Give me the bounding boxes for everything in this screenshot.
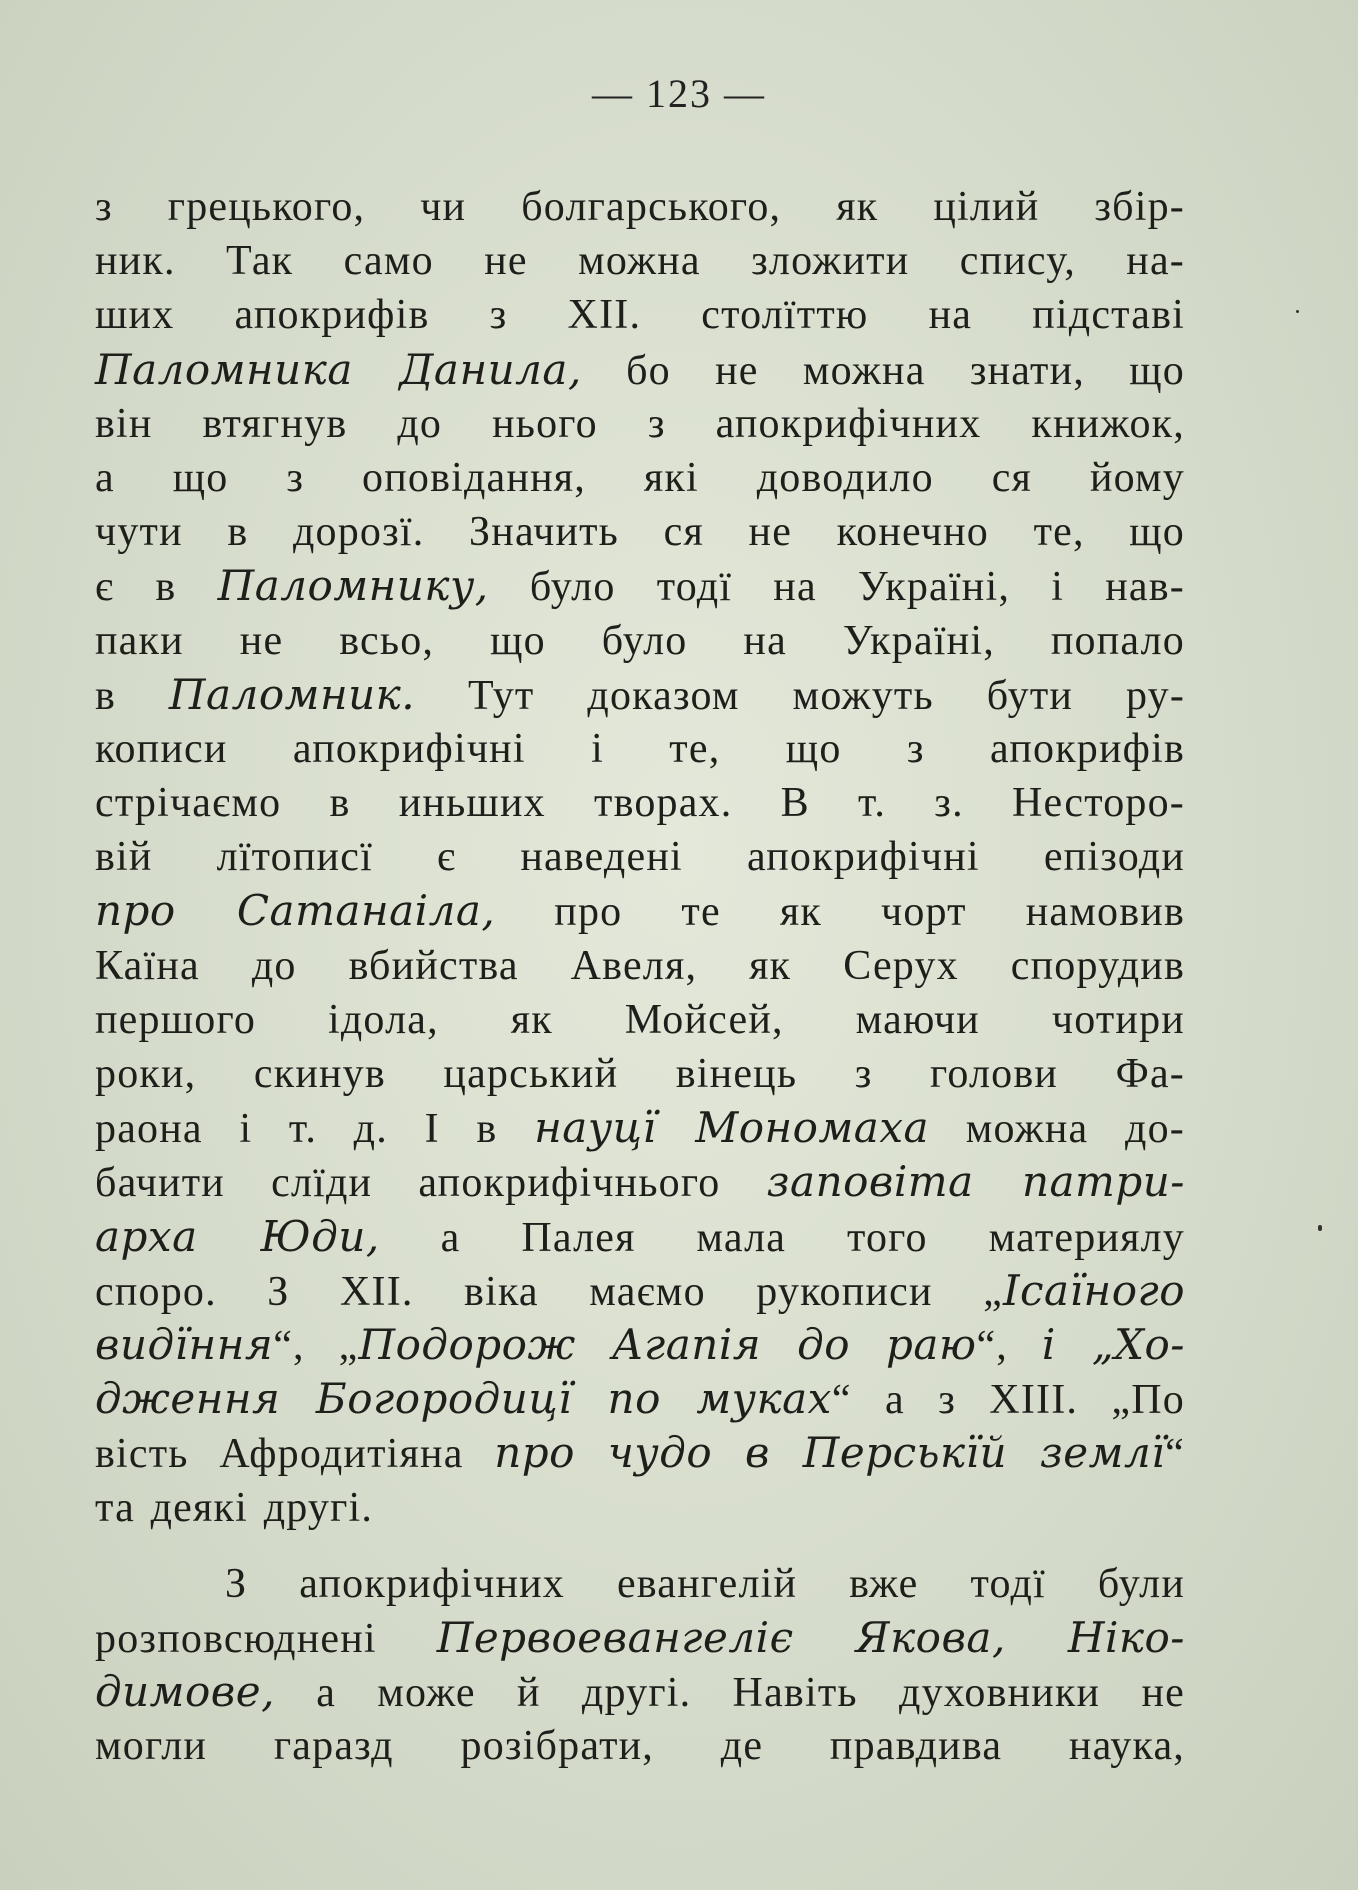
text-line xyxy=(95,1155,1185,1209)
italic-title: про чудо в Перськїй землї xyxy=(494,1428,1166,1478)
text-run: З апокрифічних евангелій вже тодї були xyxy=(225,1560,1185,1607)
text-run: першого ідола, як Мойсей, маючи чотири xyxy=(95,996,1185,1043)
text-run: чути в дорозї. Значить ся не конечно те, що xyxy=(95,509,1185,556)
italic-title: Подорож Агапія до раю xyxy=(358,1319,977,1369)
italic-title: Паломника Данила, xyxy=(95,344,582,394)
text-run: “, xyxy=(976,1322,1042,1369)
text-line xyxy=(95,884,1185,938)
italic-title: і „Хо- xyxy=(1041,1319,1185,1369)
italic-title: арха Юди, xyxy=(95,1211,380,1261)
italic-title: видїння xyxy=(95,1319,274,1369)
text-line xyxy=(95,1665,1185,1719)
paragraph-gap xyxy=(95,1535,1185,1557)
text-run: ших апокрифів з XII. столїттю на підставі xyxy=(95,292,1185,339)
text-line xyxy=(95,1318,1185,1372)
text-line xyxy=(95,1481,1185,1535)
text-run: “ а з XIII. „По xyxy=(831,1377,1185,1424)
italic-title: про Сатанаіла, xyxy=(95,886,496,936)
text-run: бо не можна знати, що xyxy=(581,347,1185,394)
italic-title: димове, xyxy=(95,1667,275,1717)
text-run: вій лїтописї є наведені апокрифічні епізоди xyxy=(95,834,1185,881)
text-line xyxy=(95,1426,1185,1480)
text-run: роки, скинув царський вінець з голови Фа- xyxy=(95,1051,1185,1097)
text-line xyxy=(95,614,1185,668)
text-run: в xyxy=(95,672,169,719)
italic-title: Паломник. xyxy=(168,669,416,719)
text-run: а може й другі. Навіть духовники не xyxy=(274,1670,1185,1717)
text-run: кописи апокрифічні і те, що з апокрифів xyxy=(95,725,1185,772)
italic-title: Первоевангеліє Якова, Ніко- xyxy=(436,1612,1185,1662)
text-run: та деякі другі. xyxy=(95,1484,374,1531)
text-line xyxy=(95,1101,1185,1155)
text-line xyxy=(95,1210,1185,1264)
italic-title: Паломнику, xyxy=(217,561,489,611)
text-run: бачити слїди апокрифічнього xyxy=(95,1160,767,1207)
text-run: можна до- xyxy=(929,1106,1185,1153)
ink-speck xyxy=(1318,1225,1322,1231)
text-line xyxy=(95,1557,1185,1611)
italic-title: науцї Мономаха xyxy=(534,1103,930,1153)
text-line xyxy=(95,288,1185,342)
text-run: про те як чорт намовив xyxy=(495,889,1185,936)
text-run: Каїна до вбийства Авеля, як Серух спорудив xyxy=(95,942,1185,989)
text-line xyxy=(95,451,1185,505)
text-run: могли гаразд розібрати, де правдива наука, xyxy=(95,1723,1185,1770)
text-line xyxy=(95,343,1185,397)
text-run: а що з оповідання, які доводило ся йому xyxy=(95,454,1185,501)
text-line xyxy=(95,722,1185,776)
text-line xyxy=(95,505,1185,559)
page-number: — 123 — xyxy=(592,71,766,116)
text-line xyxy=(95,180,1185,234)
italic-title: дження Богородицї по муках xyxy=(95,1374,832,1424)
text-line xyxy=(95,1264,1185,1318)
text-line xyxy=(95,993,1185,1047)
ink-speck xyxy=(1296,310,1299,313)
text-line xyxy=(95,668,1185,722)
text-run: розповсюднені xyxy=(95,1615,437,1662)
text-line xyxy=(95,397,1185,451)
text-line xyxy=(95,1372,1185,1426)
text-line xyxy=(95,234,1185,288)
text-run: раона і т. д. І в xyxy=(95,1106,535,1153)
text-run: паки не всьо, що було на Україні, попало xyxy=(95,617,1185,664)
text-run: “, „ xyxy=(273,1322,359,1369)
text-run: він втягнув до нього з апокрифічних книжок, xyxy=(95,400,1185,447)
text-run: споро. З XII. віка маємо рукописи „ xyxy=(95,1268,1003,1315)
text-line xyxy=(95,776,1185,830)
text-run: а Палея мала того материялу xyxy=(379,1214,1185,1261)
text-line xyxy=(95,1611,1185,1665)
text-line xyxy=(95,1719,1185,1773)
text-run: було тодї на Україні, і нав- xyxy=(488,564,1185,611)
text-line xyxy=(95,939,1185,993)
text-line xyxy=(95,559,1185,613)
text-run: з грецького, чи болгарського, як цілий збір- xyxy=(95,184,1185,230)
italic-title: заповіта патри- xyxy=(766,1157,1186,1207)
text-line xyxy=(95,830,1185,884)
italic-title: Ісаїного xyxy=(1002,1265,1185,1315)
text-run: вість Афродитіяна xyxy=(95,1431,495,1478)
body-text xyxy=(95,180,1185,1773)
text-line xyxy=(95,1047,1185,1101)
text-run: Тут доказом можуть бути ру- xyxy=(415,672,1186,719)
text-run: “ xyxy=(1165,1431,1185,1478)
text-run: ник. Так само не можна зложити спису, на- xyxy=(95,238,1185,285)
text-run: є в xyxy=(95,564,218,611)
text-run: стрічаємо в иньших творах. В т. з. Несторо- xyxy=(95,780,1185,827)
